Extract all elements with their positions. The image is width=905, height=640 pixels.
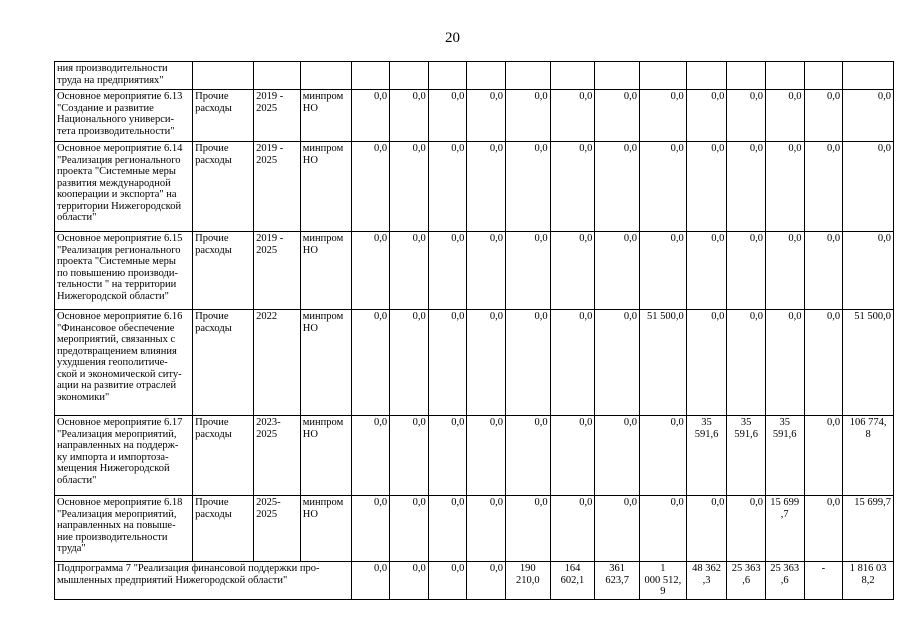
value-cell: 0,0 xyxy=(428,232,467,310)
value-cell: 0,0 xyxy=(640,90,687,142)
value-cell xyxy=(351,62,390,90)
value-cell: 106 774, 8 xyxy=(843,416,894,496)
value-cell: 0,0 xyxy=(765,90,804,142)
value-cell: 0,0 xyxy=(727,496,766,562)
table-row xyxy=(55,142,894,232)
value-cell: 35 591,6 xyxy=(727,416,766,496)
period-cell: 2019 - 2025 xyxy=(254,90,301,142)
value-cell: 0,0 xyxy=(686,496,727,562)
value-cell xyxy=(595,62,640,90)
budget-table xyxy=(54,61,894,600)
value-cell: 0,0 xyxy=(467,496,506,562)
expense-type-cell: Прочие расходы xyxy=(193,310,254,416)
activity-name-cell: Основное мероприятие 6.16 "Финансовое обеспечение мероприятий, связанных с предотвращением влияния ухудшения геополитиче- ской и экономической ситу- ации на развитие отраслей экономики" xyxy=(55,310,193,416)
value-cell: 35 591,6 xyxy=(765,416,804,496)
value-cell: 0,0 xyxy=(804,496,843,562)
value-cell: 0,0 xyxy=(843,232,894,310)
value-cell: 0,0 xyxy=(640,142,687,232)
period-cell: 2019 - 2025 xyxy=(254,142,301,232)
value-cell: 51 500,0 xyxy=(640,310,687,416)
value-cell xyxy=(765,62,804,90)
value-cell: 0,0 xyxy=(550,416,595,496)
value-cell: 0,0 xyxy=(550,496,595,562)
value-cell: 0,0 xyxy=(351,496,390,562)
period-cell: 2019 - 2025 xyxy=(254,232,301,310)
value-cell: 0,0 xyxy=(765,232,804,310)
activity-name-cell: Основное мероприятие 6.14 "Реализация регионального проекта "Системные меры развития международной кооперации и экспорта" на территории Нижегородской области" xyxy=(55,142,193,232)
value-cell: 0,0 xyxy=(765,310,804,416)
value-cell: 0,0 xyxy=(428,90,467,142)
value-cell: 0,0 xyxy=(390,90,429,142)
value-cell: 0,0 xyxy=(505,232,550,310)
value-cell: 0,0 xyxy=(351,142,390,232)
value-cell xyxy=(640,62,687,90)
expense-type-cell: Прочие расходы xyxy=(193,90,254,142)
activity-name-cell: Основное мероприятие 6.13 "Создание и развитие Национального универси- тета производительности" xyxy=(55,90,193,142)
table-row xyxy=(55,62,894,90)
value-cell: 0,0 xyxy=(595,496,640,562)
value-cell: 0,0 xyxy=(686,142,727,232)
table-row xyxy=(55,496,894,562)
value-cell xyxy=(843,62,894,90)
expense-type-cell: Прочие расходы xyxy=(193,232,254,310)
value-cell: 0,0 xyxy=(843,90,894,142)
value-cell: 0,0 xyxy=(505,90,550,142)
value-cell: 15 699,7 xyxy=(843,496,894,562)
value-cell: 0,0 xyxy=(640,232,687,310)
executor-cell: минпром НО xyxy=(300,416,351,496)
value-cell: 0,0 xyxy=(727,232,766,310)
executor-cell xyxy=(300,62,351,90)
value-cell: 0,0 xyxy=(550,142,595,232)
value-cell: 0,0 xyxy=(595,142,640,232)
value-cell: 15 699 ,7 xyxy=(765,496,804,562)
value-cell: 0,0 xyxy=(467,142,506,232)
value-cell xyxy=(428,62,467,90)
value-cell: 0,0 xyxy=(550,90,595,142)
period-cell: 2022 xyxy=(254,310,301,416)
activity-name-cell: Основное мероприятие 6.18 "Реализация мероприятий, направленных на повыше- ние производительности труда" xyxy=(55,496,193,562)
subprogram-value-cell: 1 816 03 8,2 xyxy=(843,562,894,600)
subprogram-value-cell: 0,0 xyxy=(351,562,390,600)
value-cell: 0,0 xyxy=(727,142,766,232)
value-cell: 0,0 xyxy=(351,90,390,142)
page-number: 20 xyxy=(445,30,460,46)
value-cell xyxy=(804,62,843,90)
table-row xyxy=(55,232,894,310)
value-cell: 51 500,0 xyxy=(843,310,894,416)
subprogram-value-cell: 48 362 ,3 xyxy=(686,562,727,600)
subprogram-value-cell: 190 210,0 xyxy=(505,562,550,600)
value-cell: 0,0 xyxy=(843,142,894,232)
value-cell: 0,0 xyxy=(351,416,390,496)
activity-name-cell: ния производительности труда на предприятиях" xyxy=(55,62,193,90)
value-cell: 0,0 xyxy=(505,142,550,232)
subprogram-row xyxy=(55,562,894,600)
subprogram-value-cell: 0,0 xyxy=(428,562,467,600)
value-cell xyxy=(467,62,506,90)
expense-type-cell: Прочие расходы xyxy=(193,142,254,232)
value-cell: 0,0 xyxy=(467,310,506,416)
subprogram-value-cell: 0,0 xyxy=(467,562,506,600)
value-cell: 0,0 xyxy=(595,310,640,416)
executor-cell: минпром НО xyxy=(300,142,351,232)
subprogram-value-cell: 361 623,7 xyxy=(595,562,640,600)
value-cell: 0,0 xyxy=(390,310,429,416)
value-cell: 0,0 xyxy=(505,310,550,416)
subprogram-value-cell: 0,0 xyxy=(390,562,429,600)
subprogram-value-cell: - xyxy=(804,562,843,600)
value-cell: 0,0 xyxy=(428,142,467,232)
value-cell: 0,0 xyxy=(640,496,687,562)
value-cell: 0,0 xyxy=(765,142,804,232)
subprogram-value-cell: 25 363 ,6 xyxy=(727,562,766,600)
value-cell: 0,0 xyxy=(467,90,506,142)
activity-name-cell: Основное мероприятие 6.15 "Реализация регионального проекта "Системные меры по повышению производи- тельности " на территории Нижегородской области" xyxy=(55,232,193,310)
executor-cell: минпром НО xyxy=(300,496,351,562)
value-cell: 0,0 xyxy=(467,416,506,496)
value-cell: 0,0 xyxy=(595,232,640,310)
value-cell: 0,0 xyxy=(428,310,467,416)
value-cell xyxy=(727,62,766,90)
value-cell: 0,0 xyxy=(550,310,595,416)
value-cell: 0,0 xyxy=(428,496,467,562)
table-row xyxy=(55,416,894,496)
subprogram-name-cell: Подпрограмма 7 "Реализация финансовой поддержки про- мышленных предприятий Нижегородской области" xyxy=(55,562,352,600)
value-cell: 0,0 xyxy=(595,90,640,142)
value-cell: 0,0 xyxy=(727,90,766,142)
value-cell xyxy=(390,62,429,90)
value-cell: 0,0 xyxy=(686,232,727,310)
value-cell xyxy=(505,62,550,90)
value-cell: 0,0 xyxy=(804,310,843,416)
value-cell: 0,0 xyxy=(640,416,687,496)
value-cell: 0,0 xyxy=(804,232,843,310)
value-cell xyxy=(686,62,727,90)
value-cell: 0,0 xyxy=(351,232,390,310)
value-cell: 0,0 xyxy=(390,496,429,562)
executor-cell: минпром НО xyxy=(300,310,351,416)
subprogram-value-cell: 164 602,1 xyxy=(550,562,595,600)
value-cell: 0,0 xyxy=(550,232,595,310)
value-cell: 0,0 xyxy=(686,310,727,416)
subprogram-value-cell: 25 363 ,6 xyxy=(765,562,804,600)
table-row xyxy=(55,310,894,416)
value-cell: 0,0 xyxy=(505,496,550,562)
activity-name-cell: Основное мероприятие 6.17 "Реализация мероприятий, направленных на поддерж- ку импорта и импортоза- мещения Нижегородской области" xyxy=(55,416,193,496)
value-cell: 35 591,6 xyxy=(686,416,727,496)
value-cell: 0,0 xyxy=(390,142,429,232)
value-cell: 0,0 xyxy=(505,416,550,496)
value-cell: 0,0 xyxy=(595,416,640,496)
expense-type-cell: Прочие расходы xyxy=(193,496,254,562)
executor-cell: минпром НО xyxy=(300,232,351,310)
value-cell xyxy=(550,62,595,90)
subprogram-value-cell: 1 000 512, 9 xyxy=(640,562,687,600)
value-cell: 0,0 xyxy=(804,142,843,232)
value-cell: 0,0 xyxy=(390,232,429,310)
period-cell xyxy=(254,62,301,90)
expense-type-cell xyxy=(193,62,254,90)
value-cell: 0,0 xyxy=(428,416,467,496)
period-cell: 2025- 2025 xyxy=(254,496,301,562)
value-cell: 0,0 xyxy=(467,232,506,310)
value-cell: 0,0 xyxy=(804,416,843,496)
value-cell: 0,0 xyxy=(686,90,727,142)
value-cell: 0,0 xyxy=(390,416,429,496)
period-cell: 2023- 2025 xyxy=(254,416,301,496)
table-row xyxy=(55,90,894,142)
value-cell: 0,0 xyxy=(351,310,390,416)
executor-cell: минпром НО xyxy=(300,90,351,142)
value-cell: 0,0 xyxy=(804,90,843,142)
expense-type-cell: Прочие расходы xyxy=(193,416,254,496)
value-cell: 0,0 xyxy=(727,310,766,416)
